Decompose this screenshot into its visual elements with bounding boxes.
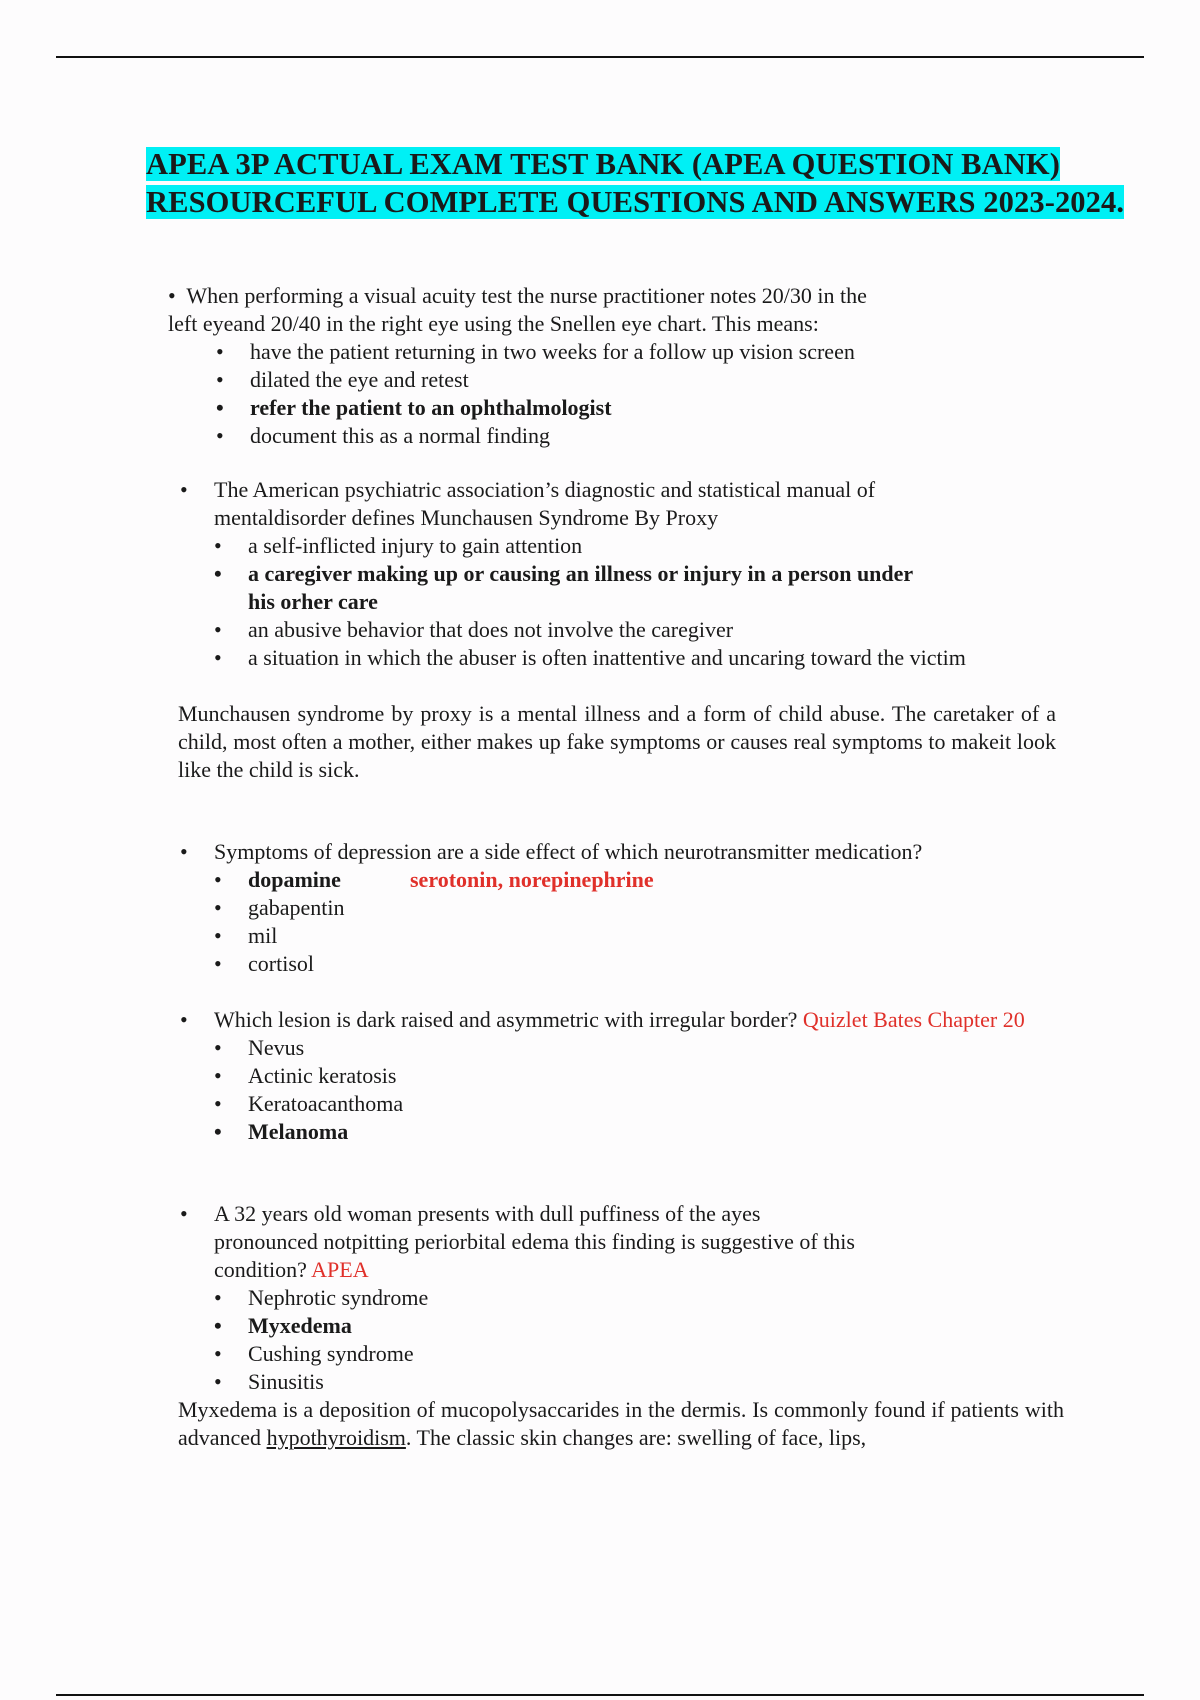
list-item: • Nephrotic syndrome xyxy=(214,1285,429,1310)
list-item: • have the patient returning in two weeks for a follow up vision screen xyxy=(216,339,855,364)
correct-answer: • a caregiver making up or causing an illness or injury in a person under his orher care xyxy=(214,561,914,614)
correct-answer: • Myxedema xyxy=(214,1313,352,1338)
question-3-options xyxy=(214,866,1078,978)
question-2-options xyxy=(214,532,1078,672)
question-1-options xyxy=(216,338,1068,450)
question-4-options xyxy=(214,1034,1084,1146)
list-item: • Nevus xyxy=(214,1035,305,1060)
list-item: • Sinusitis xyxy=(214,1369,324,1394)
question-3-text: • Symptoms of depression are a side effect of which neurotransmitter medication? xyxy=(180,839,923,864)
header-rule xyxy=(56,56,1144,58)
question-2-text: • The American psychiatric association’s diagnostic and statistical manual of mentaldisorder defines Munchausen Syndrome By Proxy xyxy=(180,477,876,530)
list-item: • Actinic keratosis xyxy=(214,1063,397,1088)
question-3 xyxy=(178,838,1078,978)
source-note: APEA xyxy=(311,1257,369,1282)
question-5-text: • A 32 years old woman presents with dull puffiness of the ayes pronounced notpitting periorbital edema this finding is suggestive of this condition? APEA xyxy=(180,1201,855,1282)
question-5-options xyxy=(214,1284,1078,1396)
list-item: • an abusive behavior that does not involve the caregiver xyxy=(214,617,734,642)
list-item: • a situation in which the abuser is often inattentive and uncaring toward the victim xyxy=(214,645,966,670)
correct-answer: • dopamine serotonin, norepinephrine xyxy=(214,867,654,892)
correct-answer: • Melanoma xyxy=(214,1119,349,1144)
explanation-myxedema: Myxedema is a deposition of mucopolysaccarides in the dermis. Is commonly found if patients with advanced hypothyroidism. The classic skin changes are: swelling of face, lips, xyxy=(178,1397,1064,1450)
question-4 xyxy=(178,1006,1084,1146)
list-item: • document this as a normal finding xyxy=(216,423,550,448)
question-1-text: • When performing a visual acuity test the nurse practitioner notes 20/30 in the xyxy=(168,283,867,308)
explanation-munchausen: Munchausen syndrome by proxy is a mental illness and a form of child abuse. The caretaker of a child, most often a mother, either makes up fake symptoms or causes real symptoms to makeit look like the child is sick. xyxy=(178,701,1056,782)
question-4-text: • Which lesion is dark raised and asymmetric with irregular border? Quizlet Bates Chapter 20 xyxy=(180,1007,1025,1032)
question-5 xyxy=(178,1200,1078,1396)
list-item: • dilated the eye and retest xyxy=(216,367,469,392)
list-item: • Keratoacanthoma xyxy=(214,1091,404,1116)
footer-rule xyxy=(56,1694,1144,1696)
question-2 xyxy=(178,476,1078,672)
list-item: • Cushing syndrome xyxy=(214,1341,414,1366)
hypothyroidism-link[interactable]: hypothyroidism xyxy=(266,1425,406,1450)
page-title: APEA 3P ACTUAL EXAM TEST BANK (APEA QUESTION BANK) RESOURCEFUL COMPLETE QUESTIONS AND ANSWERS 2023-2024. xyxy=(146,147,1125,219)
question-1-text-2: left eyeand 20/40 in the right eye using the Snellen eye chart. This means: xyxy=(168,311,819,336)
list-item: • mil xyxy=(214,923,278,948)
list-item: • a self-inflicted injury to gain attention xyxy=(214,533,583,558)
correct-answer: • refer the patient to an ophthalmologist xyxy=(216,395,612,420)
answer-note: serotonin, norepinephrine xyxy=(410,867,654,892)
list-item: • gabapentin xyxy=(214,895,345,920)
source-note: Quizlet Bates Chapter 20 xyxy=(802,1007,1025,1032)
question-1 xyxy=(168,282,1068,450)
list-item: • cortisol xyxy=(214,951,314,976)
